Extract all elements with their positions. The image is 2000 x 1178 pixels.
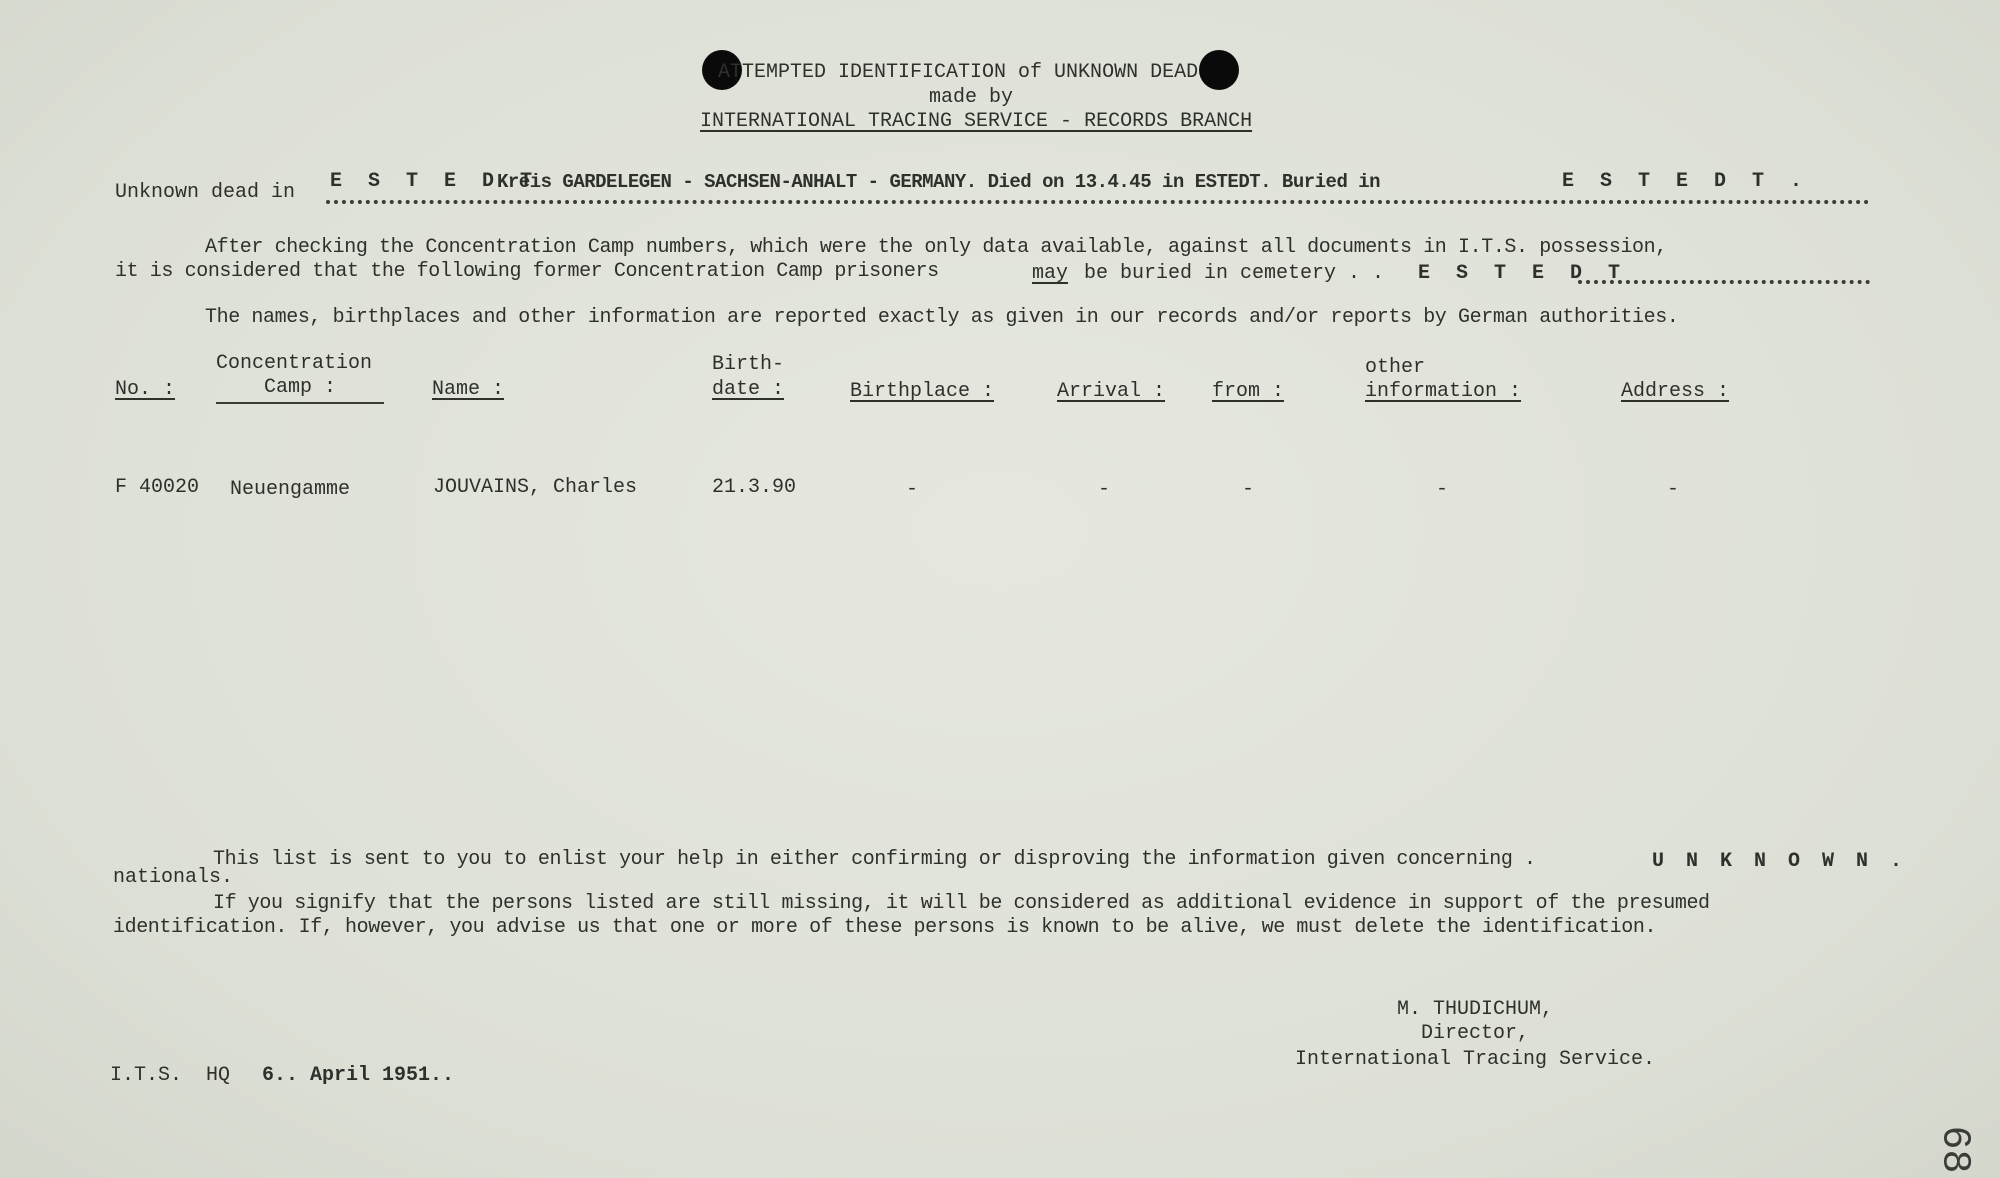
document-issuer: INTERNATIONAL TRACING SERVICE - RECORDS BRANCH	[700, 110, 1253, 133]
unknown-dead-label: Unknown dead in	[115, 181, 296, 204]
cell-camp: Neuengamme	[230, 478, 351, 501]
footer-date: 6.. April 1951..	[262, 1064, 455, 1087]
intro-line-1: After checking the Concentration Camp numbers, which were the only data available, against all documents in I.T.S. possession,	[205, 236, 1667, 259]
header-other-l2: information :	[1365, 380, 1522, 403]
closing-p1-line2: nationals.	[113, 866, 234, 889]
unknown-dead-buried: E S T E D T .	[1562, 170, 1810, 193]
closing-p1-line1: This list is sent to you to enlist your help in either confirming or disproving the information given concerning .	[213, 848, 1536, 871]
intro-may: may	[1032, 262, 1069, 285]
closing-p2-line1: If you signify that the persons listed are still missing, it will be considered as additional evidence in support of the presumed	[213, 892, 1710, 915]
intro-line-2b: be buried in cemetery . .	[1084, 262, 1385, 285]
cell-birthplace: -	[906, 478, 919, 501]
header-address: Address :	[1621, 380, 1730, 403]
cell-arrival: -	[1098, 478, 1111, 501]
footer-hq: I.T.S. HQ	[110, 1064, 231, 1087]
document-title: ATTEMPTED IDENTIFICATION of UNKNOWN DEAD	[718, 61, 1199, 84]
header-camp-l2: Camp :	[216, 376, 384, 404]
page-number: 68	[1931, 1125, 1977, 1174]
header-no: No. :	[115, 378, 176, 401]
closing-p2-line2: identification. If, however, you advise us that one or more of these persons is known to be alive, we must delete the identification.	[113, 916, 1657, 939]
intro-cemetery-place: E S T E D T	[1418, 262, 1628, 285]
signature-title: Director,	[1421, 1022, 1530, 1045]
unknown-dead-place: E S T E D T	[330, 170, 540, 193]
header-camp-l1: Concentration	[216, 352, 373, 375]
closing-nationality: U N K N O W N .	[1652, 850, 1908, 873]
dotted-leader-2	[1578, 280, 1870, 284]
header-birthplace: Birthplace :	[850, 380, 995, 403]
intro-line-3: The names, birthplaces and other information are reported exactly as given in our records and/or reports by German authorities.	[205, 306, 1679, 329]
cell-from: -	[1242, 478, 1255, 501]
header-name: Name :	[432, 378, 505, 401]
cell-other: -	[1436, 478, 1449, 501]
unknown-dead-text: Kreis GARDELEGEN - SACHSEN-ANHALT - GERMANY. Died on 13.4.45 in ESTEDT. Buried in	[497, 171, 1381, 193]
cell-name: JOUVAINS, Charles	[433, 476, 638, 499]
signature-name: M. THUDICHUM,	[1397, 998, 1554, 1021]
intro-line-2a: it is considered that the following former Concentration Camp prisoners	[115, 260, 939, 283]
cell-address: -	[1667, 478, 1680, 501]
header-birthdate-l2: date :	[712, 378, 785, 401]
header-arrival: Arrival :	[1057, 380, 1166, 403]
document-subtitle: made by	[929, 86, 1014, 109]
dotted-leader	[326, 200, 1870, 204]
header-from: from :	[1212, 380, 1285, 403]
cell-birthdate: 21.3.90	[712, 476, 797, 499]
header-other-l1: other	[1365, 356, 1426, 379]
cell-no: F 40020	[115, 476, 200, 499]
header-birthdate-l1: Birth-	[712, 353, 785, 376]
signature-org: International Tracing Service.	[1295, 1048, 1656, 1071]
